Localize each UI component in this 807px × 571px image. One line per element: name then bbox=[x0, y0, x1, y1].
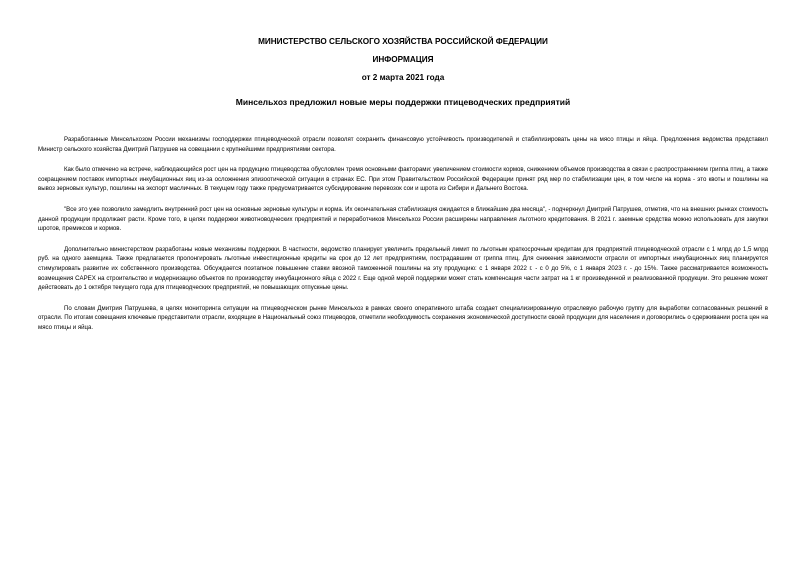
paragraph-4: Дополнительно министерством разработаны новые механизмы поддержки. В частности, ведомство планирует увеличить предельный лимит по льготным краткосрочным кредитам для предприятий птицеводческой отрасли с 1 млрд до 1,5 млрд руб. на одного заемщика. Также предлагается пролонгировать льготные инвестиционные кредиты на срок до 12 лет предприятиям, пострадавшим от гриппа птиц. Для снижения зависимости отрасли от импортных инкубационных яиц планируется стимулировать развитие их собственного производства. Обсуждается поэтапное повышение ставки ввозной таможенной пошлины на эту продукцию: с 1 января 2022 г. - с 0 до 5%, с 1 января 2023 г. - до 15%. Также рассматривается возможность возмещения CAPEX на строительство и модернизацию объектов по производству инкубационного яйца с 2022 г. Еще одной мерой поддержки может стать компенсация части затрат на 1 кг произведенной и реализованной продукции. Это решение может действовать до 1 октября текущего года для птицеводческих предприятий, не повышающих отпускные цены. bbox=[38, 245, 768, 292]
paragraph-5: По словам Дмитрия Патрушева, в целях мониторинга ситуации на птицеводческом рынке Минсельхоз в рамках своего оперативного штаба создает специализированную отраслевую рабочую группу для выработки согласованных решений в отрасли. По итогам совещания ключевые представители отрасли, входящие в Национальный союз птицеводов, отметили необходимость сохранения экономической доступности своей продукции для населения и договорились о сдерживании роста цен на мясо птицы и яйца. bbox=[38, 304, 768, 331]
paragraph-2: Как было отмечено на встрече, наблюдающийся рост цен на продукцию птицеводства обусловлен тремя основными факторами: увеличением стоимости кормов, снижением объемов производства в связи с распространением гриппа птиц, а также сокращением поставок импортных инкубационных яиц из-за осложнения эпизоотической ситуации в странах ЕС. При этом Правительством Российской Федерации принят ряд мер по стабилизации цен, в том числе на корма - это квоты и пошлины на вывоз зерновых культур, пошлины на экспорт масличных. В текущем году также предусматривается субсидирование перевозок сои и шрота из Сибири и Дальнего Востока. bbox=[38, 166, 768, 193]
document-page bbox=[38, 0, 768, 344]
paragraph-3: "Все это уже позволило замедлить внутренний рост цен на основные зерновые культуры и корма. Их окончательная стабилизация ожидается в ближайшие два месяца", - подчеркнул Дмитрий Патрушев, отметив, что на внешних рынках стоимость данной продукции продолжает расти. Кроме того, в целях поддержки животноводческих предприятий и переработчиков Минсельхоз России расширены направления льготного кредитования. В 2021 г. заемные средства можно использовать для закупки шротов, премиксов и кормов. bbox=[38, 205, 768, 233]
document-title: Минсельхоз предложил новые меры поддержки птицеводческих предприятий bbox=[235, 97, 571, 107]
document-date: от 2 марта 2021 года bbox=[361, 73, 445, 82]
document-type: ИНФОРМАЦИЯ bbox=[372, 55, 434, 64]
document-body bbox=[38, 135, 768, 333]
ministry-heading: МИНИСТЕРСТВО СЕЛЬСКОГО ХОЗЯЙСТВА РОССИЙСКОЙ ФЕДЕРАЦИИ bbox=[258, 37, 548, 46]
paragraph-1: Разработанные Минсельхозом России механизмы господдержки птицеводческой отрасли позволят сохранить финансовую устойчивость производителей и стабилизировать цены на мясо птицы и яйца. Предложения ведомства представил Министр сельского хозяйства Дмитрий Патрушев на совещании с крупнейшими предприятиями сектора. bbox=[38, 136, 768, 153]
